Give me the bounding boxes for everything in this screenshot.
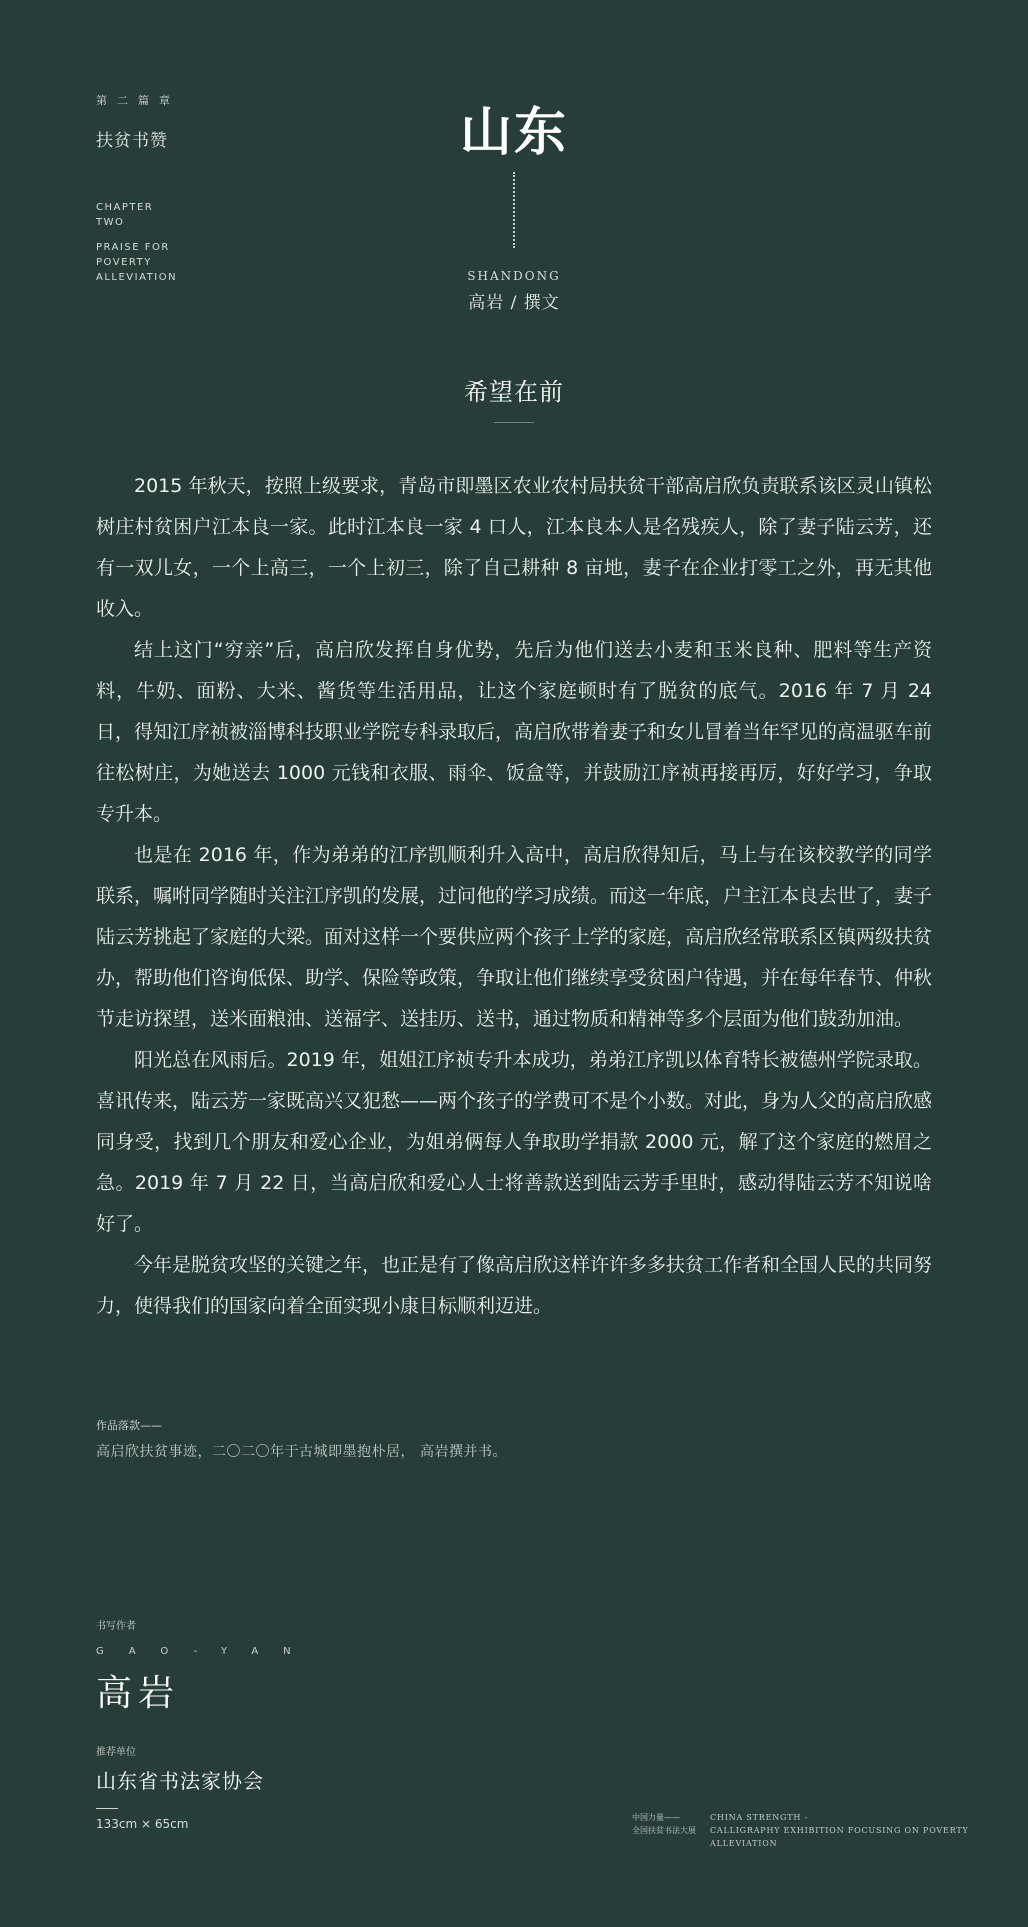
chapter-title: 扶贫书赞 xyxy=(96,131,168,151)
colophon-label: 作品落款—— xyxy=(96,1419,162,1432)
exhibition-en xyxy=(710,1811,1028,1850)
writer-label: 书写作者 xyxy=(96,1621,136,1632)
paragraph: 2015 年秋天，按照上级要求，青岛市即墨区农业农村局扶贫干部高启欣负责联系该区灵山镇松树庄村贫困户江本良一家。此时江本良一家 4 口人，江本良本人是名残疾人，除了妻子陆云芳，还有一双儿女，一个上高三，一个上初三，除了自己耕种 8 亩地，妻子在企业打零工之外，再无其他收入。 xyxy=(96,475,932,620)
chapter-en-line: TWO xyxy=(96,217,125,228)
recommender-label: 推荐单位 xyxy=(96,1747,136,1758)
size-divider xyxy=(96,1808,118,1809)
writer-pinyin: GAO-YAN xyxy=(96,1646,316,1657)
dotted-divider xyxy=(513,172,515,248)
region-title: 山东 xyxy=(459,102,568,163)
exhibition-en-line: CALLIGRAPHY EXHIBITION FOCUSING ON POVERTY ALLEVIATION xyxy=(710,1826,969,1848)
chapter-number: 第二篇章 xyxy=(96,94,180,107)
chapter-en xyxy=(96,200,236,230)
article-title: 希望在前 xyxy=(464,378,564,406)
article-body xyxy=(96,466,932,1327)
paragraph: 结上这门“穷亲”后，高启欣发挥自身优势，先后为他们送去小麦和玉米良种、肥料等生产资料，牛奶、面粉、大米、酱货等生活用品，让这个家庭顿时有了脱贫的底气。2016 年 7 月 24 日，得知江序祯被淄博科技职业学院专科录取后，高启欣带着妻子和女儿冒着当年罕见的高温驱车前往松树庄，为她送去 1000 元钱和衣服、雨伞、饭盒等，并鼓励江序祯再接再厉，好好学习，争取专升本。 xyxy=(96,639,933,825)
title-divider xyxy=(494,422,534,423)
author-byline: 高岩 / 撰文 xyxy=(468,293,560,313)
colophon-text: 高启欣扶贫事迹，二〇二〇年于古城即墨抱朴居， 高岩撰并书。 xyxy=(96,1444,507,1460)
exhibition-cn xyxy=(632,1811,696,1837)
exhibition-en-line: CHINA STRENGTH - xyxy=(710,1813,809,1822)
exhibition-cn-line: 中国力量—— xyxy=(632,1813,680,1822)
paragraph: 今年是脱贫攻坚的关键之年，也正是有了像高启欣这样许许多多扶贫工作者和全国人民的共同努力，使得我们的国家向着全面实现小康目标顺利迈进。 xyxy=(96,1254,933,1317)
writer-name: 高岩 xyxy=(96,1673,181,1714)
theme-en-line: ALLEVIATION xyxy=(96,272,178,283)
region-en: SHANDONG xyxy=(467,269,561,283)
paragraph: 阳光总在风雨后。2019 年，姐姐江序祯专升本成功，弟弟江序凯以体育特长被德州学院录取。喜讯传来，陆云芳一家既高兴又犯愁——两个孩子的学费可不是个小数。对此，身为人父的高启欣感同身受，找到几个朋友和爱心企业，为姐弟俩每人争取助学捐款 2000 元，解了这个家庭的燃眉之急。2019 年 7 月 22 日，当高启欣和爱心人士将善款送到陆云芳手里时，感动得陆云芳不知说啥好了。 xyxy=(96,1049,933,1235)
paragraph: 也是在 2016 年，作为弟弟的江序凯顺利升入高中，高启欣得知后，马上与在该校教学的同学联系，嘱咐同学随时关注江序凯的发展，过问他的学习成绩。而这一年底，户主江本良去世了，妻子陆云芳挑起了家庭的大梁。面对这样一个要供应两个孩子上学的家庭，高启欣经常联系区镇两级扶贫办，帮助他们咨询低保、助学、保险等政策，争取让他们继续享受贫困户待遇，并在每年春节、仲秋节走访探望，送米面粮油、送福字、送挂历、送书，通过物质和精神等多个层面为他们鼓劲加油。 xyxy=(96,844,933,1030)
exhibition-cn-line: 全国扶贫书法大展 xyxy=(632,1826,696,1835)
artwork-size: 133cm × 65cm xyxy=(96,1817,189,1831)
recommender-name: 山东省书法家协会 xyxy=(96,1769,264,1793)
theme-en-line: POVERTY xyxy=(96,257,152,268)
chapter-en-line: CHAPTER xyxy=(96,202,154,213)
theme-en-line: PRAISE FOR xyxy=(96,242,170,253)
